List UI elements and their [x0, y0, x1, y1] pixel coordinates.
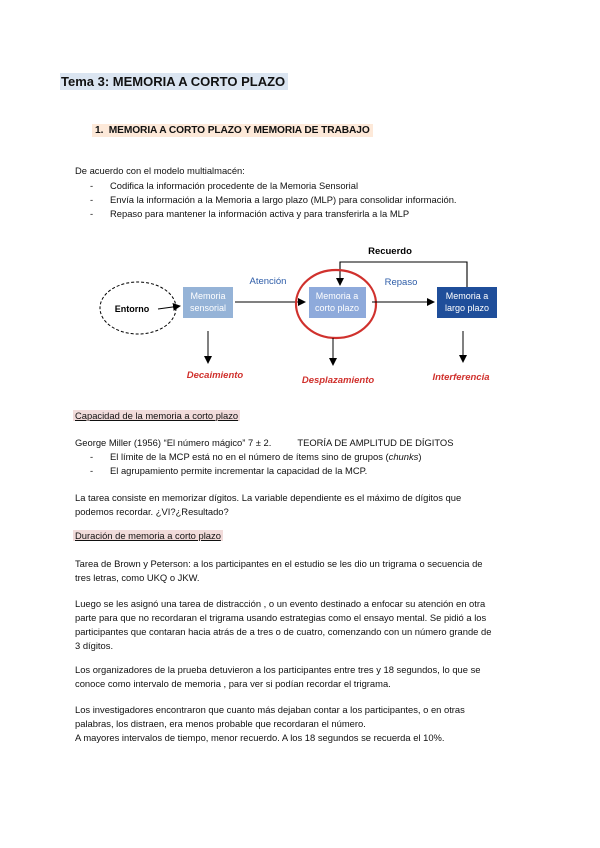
section-number: 1.	[95, 125, 104, 136]
memoria-corto-plazo-label-1: Memoria a	[315, 291, 359, 301]
teoria-text: TEORÍA DE AMPLITUD DE DÍGITOS	[297, 437, 454, 448]
distraccion-paragraph: Luego se les asignó una tarea de distracción , o un evento destinado a enfocar su atención en otra parte para que no recordaran el trigrama usando estrategias como el ensayo mental. Se pidió a los participantes que contaran hacia atrás de a tres o de cuatro, comenzando con un número grande de 3 dígitos.	[75, 598, 492, 651]
resultados-paragraph: Los investigadores encontraron que cuanto más dejaban contar a los participantes, o en otras palabras, los distraen, era menos probable que recordaran el número. A mayores intervalos de tiempo, menor recuerdo. A los 18 segundos se recuerda el 10%.	[75, 704, 465, 743]
repaso-label: Repaso	[384, 277, 418, 288]
section-heading	[92, 124, 373, 137]
interferencia-label: Interferencia	[432, 372, 490, 383]
entorno-label: Entorno	[114, 304, 150, 314]
memory-model-diagram	[0, 235, 600, 395]
miller-text: George Miller (1956) “El número mágico” 7 ± 2.	[75, 437, 272, 448]
page-title: Tema 3: MEMORIA A CORTO PLAZO	[60, 73, 288, 90]
list-item: - Codifica la información procedente de la Memoria Sensorial	[90, 179, 457, 193]
intro-text: De acuerdo con el modelo multialmacén:	[75, 165, 245, 176]
list-item: - Repaso para mantener la información activa y para transferirla a la MLP	[90, 207, 457, 221]
memoria-corto-plazo-label-2: corto plazo	[314, 303, 360, 313]
model-bullet-list	[90, 179, 457, 221]
brown-peterson-paragraph: Tarea de Brown y Peterson: a los participantes en el estudio se les dio un trigrama o secuencia de tres letras, como UKQ o JKW.	[75, 558, 483, 583]
atencion-label: Atención	[249, 276, 287, 287]
chunks-term: chunks	[388, 451, 419, 462]
duracion-heading: Duración de memoria a corto plazo	[75, 530, 221, 541]
list-item: - El límite de la MCP está no en el número de ítems sino de grupos (chunks)	[90, 450, 421, 464]
desplazamiento-label: Desplazamiento	[301, 375, 375, 386]
entorno-arrow	[158, 306, 180, 309]
capacidad-heading: Capacidad de la memoria a corto plazo	[75, 410, 239, 421]
list-item: - El agrupamiento permite incrementar la capacidad de la MCP.	[90, 464, 421, 478]
section-title: MEMORIA A CORTO PLAZO Y MEMORIA DE TRABAJO	[108, 125, 370, 136]
memoria-largo-plazo-label-2: largo plazo	[444, 303, 490, 313]
tarea-paragraph: La tarea consiste en memorizar dígitos. La variable dependiente es el máximo de dígitos que podemos recordar. ¿VI?¿Resultado?	[75, 492, 462, 517]
miller-line	[75, 436, 555, 450]
intervalo-paragraph: Los organizadores de la prueba detuvieron a los participantes entre tres y 18 segundos, lo que se conoce como intervalo de memoria , para ver si podían recordar el trigrama.	[75, 664, 481, 689]
list-item: - Envía la información a la Memoria a largo plazo (MLP) para consolidar información.	[90, 193, 457, 207]
memoria-sensorial-label-2: sensorial	[189, 303, 227, 313]
capacidad-bullet-list	[90, 450, 421, 478]
memoria-largo-plazo-label-1: Memoria a	[445, 291, 489, 301]
recuerdo-label: Recuerdo	[368, 246, 412, 257]
memoria-sensorial-label-1: Memoria	[190, 291, 226, 301]
decaimiento-label: Decaimiento	[186, 370, 244, 381]
